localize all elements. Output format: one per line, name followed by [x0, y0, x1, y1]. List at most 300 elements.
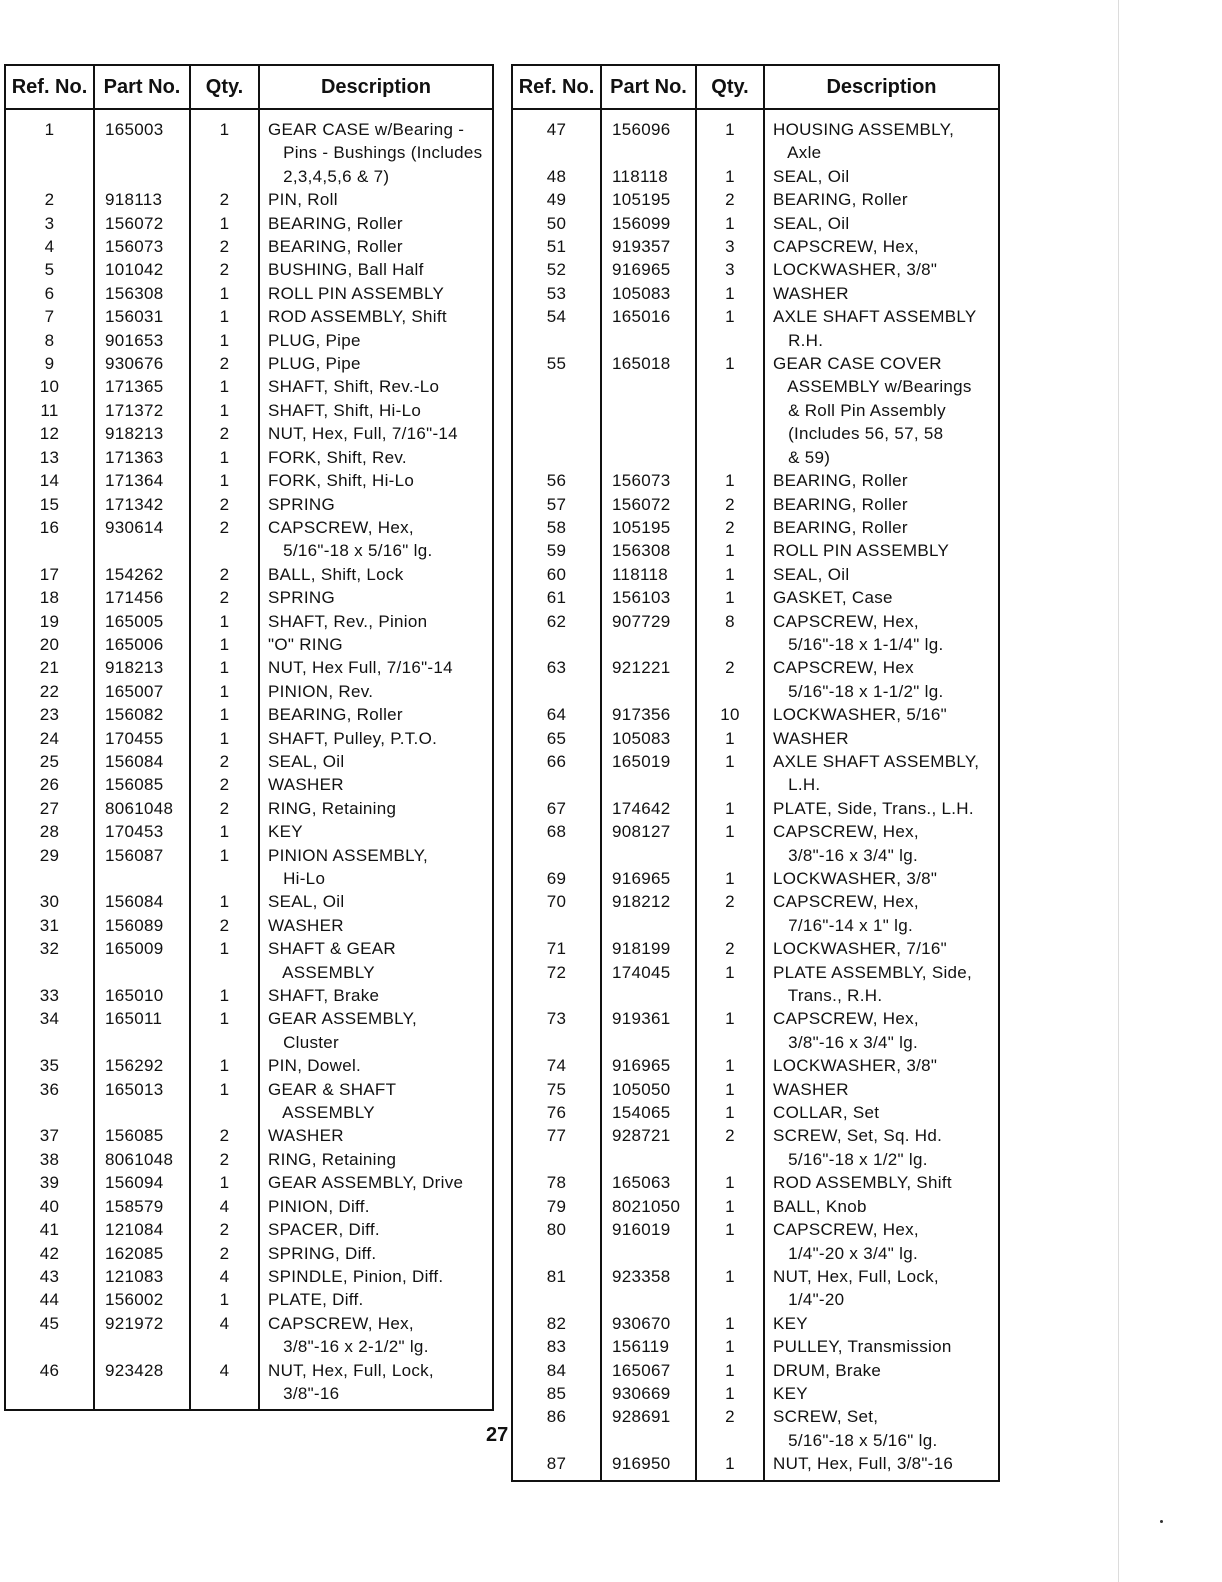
part-no-cell: 156096	[601, 118, 696, 165]
qty-cell: 1	[190, 329, 259, 352]
qty-cell: 4	[190, 1265, 259, 1288]
description-cell: DRUM, Brake	[773, 1360, 882, 1380]
description-cell: HOUSING ASSEMBLY, Axle	[773, 120, 955, 163]
description-cell: WASHER	[773, 283, 849, 303]
table-row	[512, 1054, 999, 1077]
ref-no-cell: 18	[5, 586, 94, 609]
description-cell: SCREW, Set, Sq. Hd. 5/16"-18 x 1/2" lg.	[773, 1126, 943, 1169]
part-no-cell: 121084	[94, 1218, 190, 1241]
part-no-cell: 171372	[94, 399, 190, 422]
ref-no-cell: 12	[5, 422, 94, 445]
description-cell: SEAL, Oil	[268, 751, 345, 771]
table-row	[5, 118, 493, 188]
qty-cell: 2	[190, 422, 259, 445]
qty-cell: 2	[190, 773, 259, 796]
ref-no-cell: 38	[5, 1148, 94, 1171]
description-cell: ROLL PIN ASSEMBLY	[268, 283, 445, 303]
part-no-cell: 916965	[601, 1054, 696, 1077]
description-cell: COLLAR, Set	[773, 1103, 880, 1123]
part-no-cell: 156119	[601, 1335, 696, 1358]
part-no-cell: 118118	[601, 165, 696, 188]
table-tail-row	[512, 1476, 999, 1481]
spacer-cell	[601, 109, 696, 118]
qty-cell: 1	[696, 563, 764, 586]
part-no-cell: 154262	[94, 563, 190, 586]
spacer-cell	[601, 1476, 696, 1481]
table-row	[5, 656, 493, 679]
description-cell: BEARING, Roller	[773, 471, 908, 491]
description-cell: SPACER, Diff.	[268, 1220, 380, 1240]
description-cell: WASHER	[773, 728, 849, 748]
ref-no-cell: 37	[5, 1124, 94, 1147]
description-cell: KEY	[773, 1383, 808, 1403]
table-row	[5, 1312, 493, 1359]
qty-cell: 1	[696, 282, 764, 305]
table-row	[5, 1242, 493, 1265]
description-cell: PLUG, Pipe	[268, 330, 361, 350]
table-row	[512, 1171, 999, 1194]
description-cell: SHAFT, Brake	[268, 986, 380, 1006]
spacer-cell	[764, 109, 999, 118]
table-row	[512, 750, 999, 797]
description-cell: "O" RING	[268, 634, 343, 654]
qty-cell: 1	[190, 1288, 259, 1311]
qty-cell: 4	[190, 1312, 259, 1359]
ref-no-cell: 52	[512, 258, 601, 281]
part-no-cell: 156089	[94, 914, 190, 937]
description-cell: ROD ASSEMBLY, Shift	[268, 307, 447, 327]
ref-no-cell: 76	[512, 1101, 601, 1124]
part-no-cell: 919357	[601, 235, 696, 258]
table-row	[5, 844, 493, 891]
qty-cell: 2	[190, 516, 259, 563]
qty-cell: 1	[696, 820, 764, 867]
ref-no-cell: 67	[512, 797, 601, 820]
spacer-cell	[190, 109, 259, 118]
ref-no-cell: 35	[5, 1054, 94, 1077]
description-cell: SPRING	[268, 588, 335, 608]
ref-no-cell: 23	[5, 703, 94, 726]
part-no-cell: 165018	[601, 352, 696, 469]
scan-margin-line	[1118, 0, 1119, 1582]
description-cell: GEAR & SHAFT ASSEMBLY	[268, 1079, 397, 1123]
qty-cell: 1	[190, 469, 259, 492]
qty-cell: 3	[696, 235, 764, 258]
description-cell: CAPSCREW, Hex, 5/16"-18 x 1-1/4" lg.	[773, 611, 944, 654]
qty-cell: 2	[190, 1148, 259, 1171]
part-no-cell: 165067	[601, 1359, 696, 1382]
table-row	[512, 820, 999, 867]
description-cell: PLUG, Pipe	[268, 354, 361, 374]
parts-table-left-body	[5, 109, 493, 1410]
ref-no-cell: 84	[512, 1359, 601, 1382]
part-no-cell: 105050	[601, 1078, 696, 1101]
ref-no-cell: 58	[512, 516, 601, 539]
part-no-cell: 156002	[94, 1288, 190, 1311]
table-row	[5, 188, 493, 211]
table-row	[512, 516, 999, 539]
table-row	[5, 258, 493, 281]
table-row	[5, 399, 493, 422]
description-cell: PINION, Diff.	[268, 1196, 370, 1216]
scan-speck	[1160, 1520, 1163, 1523]
ref-no-cell: 29	[5, 844, 94, 891]
table-row	[5, 1124, 493, 1147]
qty-cell: 1	[190, 610, 259, 633]
part-no-cell: 174045	[601, 961, 696, 1008]
table-row	[5, 1078, 493, 1125]
part-no-cell: 171456	[94, 586, 190, 609]
table-row	[512, 656, 999, 703]
qty-cell: 1	[696, 1359, 764, 1382]
qty-cell: 2	[696, 188, 764, 211]
qty-cell: 10	[696, 703, 764, 726]
qty-cell: 1	[190, 703, 259, 726]
qty-cell: 8	[696, 610, 764, 657]
parts-table-right	[511, 64, 1000, 1482]
table-row	[5, 703, 493, 726]
qty-cell: 2	[190, 1124, 259, 1147]
part-no-cell: 8021050	[601, 1195, 696, 1218]
header-row	[5, 65, 493, 109]
table-row	[5, 212, 493, 235]
ref-no-cell: 77	[512, 1124, 601, 1171]
part-no-cell: 156103	[601, 586, 696, 609]
part-no-cell: 105195	[601, 188, 696, 211]
table-row	[5, 1171, 493, 1194]
ref-no-cell: 79	[512, 1195, 601, 1218]
spacer-cell	[696, 1476, 764, 1481]
qty-cell: 2	[190, 797, 259, 820]
description-cell: PIN, Dowel.	[268, 1056, 362, 1076]
ref-no-cell: 40	[5, 1195, 94, 1218]
qty-cell: 1	[190, 820, 259, 843]
qty-cell: 1	[190, 446, 259, 469]
part-no-cell: 156073	[94, 235, 190, 258]
qty-cell: 1	[190, 984, 259, 1007]
qty-cell: 1	[190, 1078, 259, 1125]
description-cell: ROLL PIN ASSEMBLY	[773, 541, 950, 561]
qty-cell: 1	[190, 890, 259, 913]
spacer-cell	[259, 109, 493, 118]
part-no-cell: 165011	[94, 1007, 190, 1054]
description-cell: AXLE SHAFT ASSEMBLY, L.H.	[773, 751, 980, 795]
ref-no-cell: 71	[512, 937, 601, 960]
table-row	[512, 1007, 999, 1054]
qty-cell: 1	[190, 1054, 259, 1077]
table-row	[512, 539, 999, 562]
qty-cell: 2	[696, 493, 764, 516]
qty-cell: 2	[190, 750, 259, 773]
table-row	[5, 984, 493, 1007]
description-cell: SCREW, Set, 5/16"-18 x 5/16" lg.	[773, 1407, 938, 1450]
ref-no-cell: 24	[5, 727, 94, 750]
description-cell: CAPSCREW, Hex 5/16"-18 x 1-1/2" lg.	[773, 658, 944, 701]
description-cell: SEAL, Oil	[773, 564, 850, 584]
ref-no-cell: 42	[5, 1242, 94, 1265]
table-row	[5, 305, 493, 328]
table-row	[512, 282, 999, 305]
qty-cell: 1	[190, 118, 259, 188]
description-cell: LOCKWASHER, 3/8"	[773, 260, 938, 280]
qty-cell: 2	[190, 914, 259, 937]
table-row	[512, 1405, 999, 1452]
ref-no-cell: 68	[512, 820, 601, 867]
part-no-cell: 165006	[94, 633, 190, 656]
ref-no-cell: 72	[512, 961, 601, 1008]
qty-cell: 1	[696, 118, 764, 165]
table-row	[512, 1312, 999, 1335]
part-no-cell: 162085	[94, 1242, 190, 1265]
ref-no-cell: 64	[512, 703, 601, 726]
page-number: 27	[486, 1424, 509, 1446]
part-no-cell: 918113	[94, 188, 190, 211]
description-cell: SHAFT, Shift, Hi-Lo	[268, 400, 422, 420]
ref-no-cell: 62	[512, 610, 601, 657]
description-cell: LOCKWASHER, 5/16"	[773, 705, 947, 725]
table-row	[512, 1101, 999, 1124]
qty-cell: 2	[696, 890, 764, 937]
part-no-header: Part No.	[601, 65, 696, 109]
qty-cell: 1	[696, 1452, 764, 1475]
description-cell: SEAL, Oil	[773, 213, 850, 233]
description-cell: PLATE, Side, Trans., L.H.	[773, 798, 974, 818]
ref-no-cell: 34	[5, 1007, 94, 1054]
description-cell: PINION ASSEMBLY, Hi-Lo	[268, 845, 429, 888]
table-row	[512, 1382, 999, 1405]
table-row	[5, 820, 493, 843]
table-row	[512, 610, 999, 657]
ref-no-cell: 47	[512, 118, 601, 165]
qty-cell: 2	[696, 1405, 764, 1452]
description-cell: CAPSCREW, Hex, 3/8"-16 x 2-1/2" lg.	[268, 1313, 429, 1357]
ref-no-cell: 55	[512, 352, 601, 469]
part-no-cell: 8061048	[94, 797, 190, 820]
table-row	[5, 493, 493, 516]
part-no-cell: 901653	[94, 329, 190, 352]
part-no-cell: 156073	[601, 469, 696, 492]
ref-no-cell: 50	[512, 212, 601, 235]
description-cell: SPINDLE, Pinion, Diff.	[268, 1266, 444, 1286]
ref-no-cell: 85	[512, 1382, 601, 1405]
qty-cell: 1	[696, 1382, 764, 1405]
description-cell: SHAFT, Pulley, P.T.O.	[268, 728, 438, 748]
table-row	[512, 1124, 999, 1171]
table-row	[5, 1054, 493, 1077]
ref-no-cell: 8	[5, 329, 94, 352]
qty-cell: 2	[190, 586, 259, 609]
ref-no-cell: 66	[512, 750, 601, 797]
ref-no-cell: 53	[512, 282, 601, 305]
qty-cell: 2	[696, 656, 764, 703]
part-no-cell: 165005	[94, 610, 190, 633]
table-row	[5, 586, 493, 609]
part-no-header: Part No.	[94, 65, 190, 109]
ref-no-cell: 82	[512, 1312, 601, 1335]
qty-cell: 1	[696, 1195, 764, 1218]
spacer-cell	[94, 1405, 190, 1410]
part-no-cell: 105083	[601, 282, 696, 305]
ref-no-cell: 49	[512, 188, 601, 211]
part-no-cell: 916019	[601, 1218, 696, 1265]
ref-no-cell: 26	[5, 773, 94, 796]
description-cell: SHAFT, Rev., Pinion	[268, 611, 428, 631]
ref-no-cell: 61	[512, 586, 601, 609]
ref-no-cell: 48	[512, 165, 601, 188]
description-cell: SEAL, Oil	[773, 166, 850, 186]
ref-no-cell: 54	[512, 305, 601, 352]
part-no-cell: 156031	[94, 305, 190, 328]
spacer-cell	[5, 109, 94, 118]
description-cell: KEY	[268, 822, 303, 842]
table-spacer-row	[512, 109, 999, 118]
ref-no-cell: 65	[512, 727, 601, 750]
qty-cell: 2	[190, 235, 259, 258]
part-no-cell: 8061048	[94, 1148, 190, 1171]
ref-no-cell: 30	[5, 890, 94, 913]
description-cell: NUT, Hex Full, 7/16"-14	[268, 658, 453, 678]
table-row	[512, 703, 999, 726]
description-cell: NUT, Hex, Full, 7/16"-14	[268, 424, 458, 444]
description-cell: GEAR ASSEMBLY, Cluster	[268, 1009, 418, 1052]
part-no-cell: 174642	[601, 797, 696, 820]
description-cell: BEARING, Roller	[268, 213, 403, 233]
qty-cell: 1	[190, 633, 259, 656]
qty-cell: 1	[190, 375, 259, 398]
ref-no-cell: 15	[5, 493, 94, 516]
table-tail-row	[5, 1405, 493, 1410]
part-no-cell: 156084	[94, 750, 190, 773]
table-row	[512, 165, 999, 188]
qty-cell: 2	[190, 563, 259, 586]
ref-no-cell: 86	[512, 1405, 601, 1452]
description-cell: WASHER	[773, 1079, 849, 1099]
description-cell: BALL, Knob	[773, 1196, 867, 1216]
part-no-cell: 156084	[94, 890, 190, 913]
part-no-cell: 170453	[94, 820, 190, 843]
ref-no-cell: 21	[5, 656, 94, 679]
table-row	[5, 727, 493, 750]
description-cell: SPRING	[268, 494, 335, 514]
ref-no-cell: 46	[5, 1359, 94, 1406]
qty-cell: 1	[190, 305, 259, 328]
table-row	[512, 258, 999, 281]
description-header: Description	[259, 65, 493, 109]
table-row	[5, 914, 493, 937]
description-cell: GEAR ASSEMBLY, Drive	[268, 1173, 464, 1193]
ref-no-cell: 32	[5, 937, 94, 984]
table-row	[512, 235, 999, 258]
spacer-cell	[696, 109, 764, 118]
part-no-cell: 171363	[94, 446, 190, 469]
part-no-cell: 165007	[94, 680, 190, 703]
part-no-cell: 165013	[94, 1078, 190, 1125]
part-no-cell: 154065	[601, 1101, 696, 1124]
qty-cell: 4	[190, 1359, 259, 1406]
description-cell: BALL, Shift, Lock	[268, 564, 404, 584]
ref-no-cell: 44	[5, 1288, 94, 1311]
description-cell: SPRING, Diff.	[268, 1243, 377, 1263]
part-no-cell: 171342	[94, 493, 190, 516]
qty-cell: 2	[190, 258, 259, 281]
table-row	[5, 1288, 493, 1311]
part-no-cell: 923428	[94, 1359, 190, 1406]
description-cell: LOCKWASHER, 3/8"	[773, 869, 938, 888]
ref-no-cell: 19	[5, 610, 94, 633]
ref-no-header: Ref. No.	[5, 65, 94, 109]
table-row	[5, 422, 493, 445]
table-row	[5, 797, 493, 820]
table-row	[512, 212, 999, 235]
table-row	[5, 750, 493, 773]
header-row	[512, 65, 999, 109]
part-no-cell: 171364	[94, 469, 190, 492]
part-no-cell: 156292	[94, 1054, 190, 1077]
description-cell: CAPSCREW, Hex,	[773, 237, 919, 257]
qty-cell: 2	[696, 1124, 764, 1171]
part-no-cell: 165003	[94, 118, 190, 188]
table-row	[5, 937, 493, 984]
description-cell: GASKET, Case	[773, 588, 893, 608]
qty-cell: 1	[190, 282, 259, 305]
part-no-cell: 918199	[601, 937, 696, 960]
part-no-cell: 907729	[601, 610, 696, 657]
spacer-cell	[512, 1476, 601, 1481]
table-row	[512, 727, 999, 750]
spacer-cell	[190, 1405, 259, 1410]
description-cell: LOCKWASHER, 7/16"	[773, 939, 947, 959]
table-row	[5, 1265, 493, 1288]
description-cell: FORK, Shift, Rev.	[268, 447, 407, 467]
ref-no-cell: 56	[512, 469, 601, 492]
ref-no-cell: 20	[5, 633, 94, 656]
spacer-cell	[5, 1405, 94, 1410]
description-cell: LOCKWASHER, 3/8"	[773, 1056, 938, 1076]
ref-no-cell: 2	[5, 188, 94, 211]
part-no-cell: 916965	[601, 258, 696, 281]
ref-no-cell: 13	[5, 446, 94, 469]
description-cell: BEARING, Roller	[773, 517, 908, 537]
qty-cell: 1	[696, 305, 764, 352]
ref-no-cell: 6	[5, 282, 94, 305]
description-cell: PIN, Roll	[268, 190, 338, 210]
spacer-cell	[94, 109, 190, 118]
ref-no-cell: 83	[512, 1335, 601, 1358]
part-no-cell: 165009	[94, 937, 190, 984]
description-cell: ROD ASSEMBLY, Shift	[773, 1173, 952, 1193]
ref-no-cell: 87	[512, 1452, 601, 1475]
table-row	[512, 797, 999, 820]
table-row	[5, 1359, 493, 1406]
table-row	[512, 352, 999, 469]
description-cell: CAPSCREW, Hex, 3/8"-16 x 3/4" lg.	[773, 1009, 919, 1052]
description-cell: BEARING, Roller	[268, 705, 403, 725]
qty-cell: 2	[190, 1242, 259, 1265]
part-no-cell: 921221	[601, 656, 696, 703]
qty-cell: 4	[190, 1195, 259, 1218]
table-row	[512, 188, 999, 211]
part-no-cell: 916950	[601, 1452, 696, 1475]
part-no-cell: 156082	[94, 703, 190, 726]
table-row	[512, 1218, 999, 1265]
qty-cell: 1	[696, 1312, 764, 1335]
part-no-cell: 928721	[601, 1124, 696, 1171]
part-no-cell: 916965	[601, 867, 696, 890]
part-no-cell: 156072	[94, 212, 190, 235]
table-row	[5, 1218, 493, 1241]
description-cell: RING, Retaining	[268, 1149, 397, 1169]
description-cell: NUT, Hex, Full, Lock, 3/8"-16	[268, 1360, 434, 1403]
